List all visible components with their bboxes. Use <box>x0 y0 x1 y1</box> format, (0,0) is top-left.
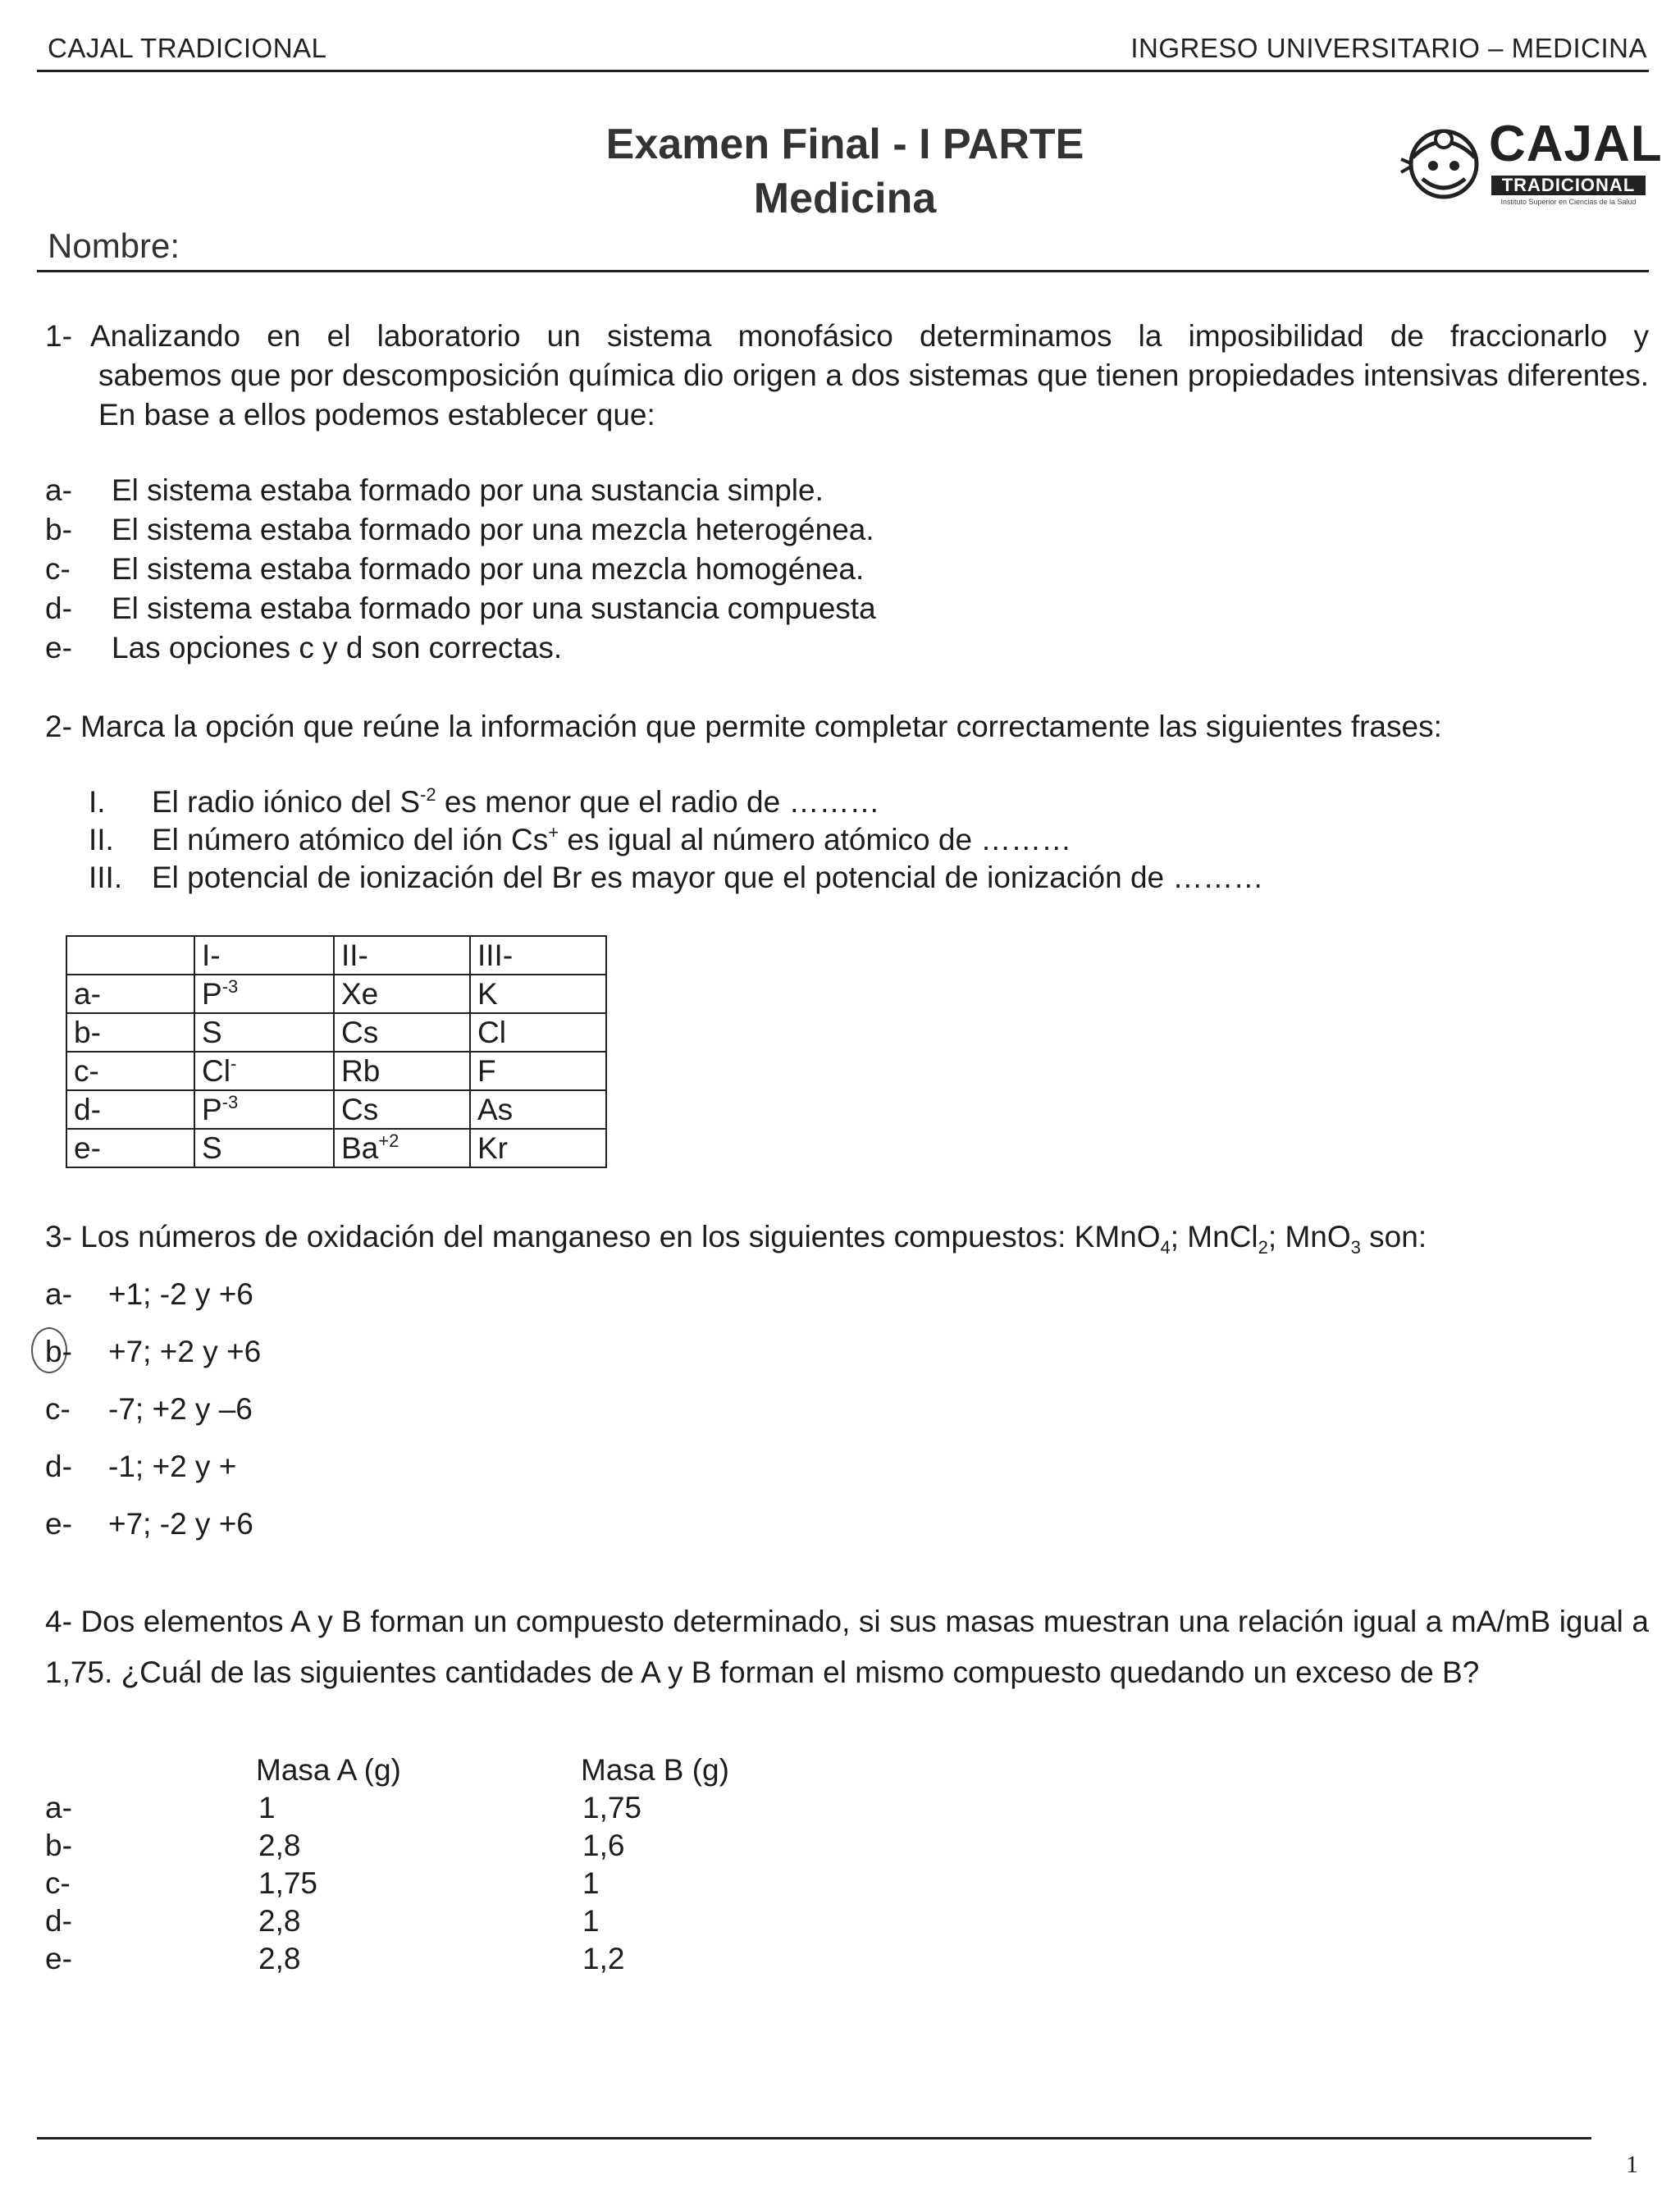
table-header-cell: III- <box>470 936 606 975</box>
table-row <box>66 1090 606 1129</box>
table-header-cell: I- <box>194 936 334 975</box>
table-row <box>66 1052 606 1090</box>
q1-option-letter: e- <box>45 631 72 664</box>
q4-mass-b: 1,75 <box>582 1791 642 1824</box>
q4-mass-b: 1,6 <box>582 1829 625 1862</box>
q1-option-text: Las opciones c y d son correctas. <box>112 631 563 664</box>
q1-option-text: El sistema estaba formado por una mezcla homogénea. <box>112 552 865 586</box>
q4-mass-b: 1 <box>582 1904 600 1938</box>
nombre-label: Nombre: <box>48 226 180 265</box>
table-row <box>66 975 606 1013</box>
logo-word: CAJAL <box>1489 116 1663 172</box>
q1-option-text: El sistema estaba formado por una sustancia compuesta <box>112 591 876 625</box>
q3-option-text: +1; -2 y +6 <box>108 1277 253 1311</box>
cajal-logo <box>1395 115 1663 213</box>
table-cell: S <box>194 1129 334 1167</box>
table-cell: Rb <box>334 1052 470 1090</box>
q1-option-letter: c- <box>45 552 71 586</box>
q2-roman: I. <box>89 785 106 819</box>
table-cell: As <box>470 1090 606 1129</box>
q2-statement: El radio iónico del $S^{-2}$ es menor que el radio de ……… <box>152 784 880 819</box>
q4-row-letter: c- <box>45 1866 71 1900</box>
table-cell: e- <box>66 1129 194 1167</box>
q3-option-letter: c- <box>45 1392 71 1426</box>
table-cell: Kr <box>470 1129 606 1167</box>
q3-option-letter: a- <box>45 1277 72 1311</box>
q1-option-letter: d- <box>45 591 72 625</box>
table-cell: F <box>470 1052 606 1090</box>
table-header-cell <box>66 936 194 975</box>
header-rule <box>37 70 1649 72</box>
q1-option-letter: a- <box>45 473 72 507</box>
q1-number: 1- <box>45 319 72 353</box>
header-left: CAJAL TRADICIONAL <box>48 33 327 63</box>
table-row <box>66 1129 606 1167</box>
q3-option-letter: b- <box>45 1335 72 1368</box>
table-cell: Xe <box>334 975 470 1013</box>
q1-option-text: El sistema estaba formado por una sustancia simple. <box>112 473 824 507</box>
table-cell: Cs <box>334 1013 470 1052</box>
q2-roman: II. <box>89 823 114 856</box>
q4-col-b-header: Masa B (g) <box>581 1753 729 1787</box>
q3-option-letter: e- <box>45 1507 72 1541</box>
nombre-rule <box>37 270 1649 272</box>
q3-option-text: -7; +2 y –6 <box>108 1392 253 1426</box>
q4-mass-a: 1 <box>258 1791 276 1824</box>
q2-statement: El número atómico del ión Cs+ es igual al número atómico de ……… <box>152 822 1072 856</box>
q2-roman: III. <box>89 861 123 894</box>
q4-row-letter: b- <box>45 1829 72 1862</box>
exam-title: Examen Final - I PARTE <box>605 121 1084 168</box>
page-number: 1 <box>1626 2151 1638 2178</box>
q3-option-letter: d- <box>45 1450 72 1483</box>
table-cell: b- <box>66 1013 194 1052</box>
table-row <box>66 1013 606 1052</box>
table-cell: $P^{-3}$ <box>194 975 334 1013</box>
logo-tagline: Instituto Superior en Ciencias de la Salud <box>1500 198 1637 206</box>
table-header-cell: II- <box>334 936 470 975</box>
q1-option-text: El sistema estaba formado por una mezcla heterogénea. <box>112 513 874 546</box>
q4-mass-b: 1,2 <box>582 1942 625 1975</box>
exam-subtitle: Medicina <box>753 175 937 222</box>
table-cell: Cl <box>470 1013 606 1052</box>
q4-mass-a: 2,8 <box>258 1904 301 1938</box>
table-cell: a- <box>66 975 194 1013</box>
doctor-mascot-icon <box>1395 115 1485 213</box>
table-cell: Cl- <box>194 1052 334 1090</box>
q4-row-letter: d- <box>45 1904 72 1938</box>
q1-stem-first: Analizando en el laboratorio un sistema monofásico determinamos la imposibilidad de fraccionarlo y <box>90 319 1649 353</box>
q2-answer-table <box>66 935 607 1168</box>
logo-band: TRADICIONAL <box>1491 176 1646 195</box>
table-cell: $P^{-3}$ <box>194 1090 334 1129</box>
q2-stem: 2- Marca la opción que reúne la información que permite completar correctamente las siguientes frases: <box>45 710 1442 743</box>
table-cell: S <box>194 1013 334 1052</box>
q4-mass-b: 1 <box>582 1866 600 1900</box>
q3-option-text: +7; -2 y +6 <box>108 1507 253 1541</box>
q4-row-letter: a- <box>45 1791 72 1824</box>
footer-rule <box>37 2137 1591 2139</box>
table-header-row <box>66 936 606 975</box>
q4-col-a-header: Masa A (g) <box>256 1753 401 1787</box>
table-cell: K <box>470 975 606 1013</box>
q4-mass-a: 2,8 <box>258 1829 301 1862</box>
q2-statement: El potencial de ionización del Br es mayor que el potencial de ionización de ……… <box>152 861 1264 894</box>
q4-stem: 4- Dos elementos A y B forman un compuesto determinado, si sus masas muestran una relación igual a mA/mB igual a 1,75. ¿Cuál de las siguientes cantidades de A y B forman el mismo compuesto quedando un exceso de B? <box>45 1605 1649 1689</box>
table-cell: Cs <box>334 1090 470 1129</box>
table-cell: d- <box>66 1090 194 1129</box>
q4-row-letter: e- <box>45 1942 72 1975</box>
header-right: INGRESO UNIVERSITARIO – MEDICINA <box>1130 33 1647 63</box>
q3-option-text: -1; +2 y + <box>108 1450 237 1483</box>
q4-mass-a: 2,8 <box>258 1942 301 1975</box>
q3-stem: 3- Los números de oxidación del manganeso en los siguientes compuestos: KMnO$_4$; MnCl$_2$; MnO$_3$ son: <box>45 1220 1427 1258</box>
q3-option-text: +7; +2 y +6 <box>108 1335 262 1368</box>
q4-mass-a: 1,75 <box>258 1866 318 1900</box>
q1-stem-rest: sabemos que por descomposición química dio origen a dos sistemas que tienen propiedades intensivas diferentes. En base a ellos podemos establecer que: <box>98 358 1649 432</box>
q1-option-letter: b- <box>45 513 72 546</box>
table-cell: c- <box>66 1052 194 1090</box>
table-cell: $Ba^{+2}$ <box>334 1129 470 1167</box>
